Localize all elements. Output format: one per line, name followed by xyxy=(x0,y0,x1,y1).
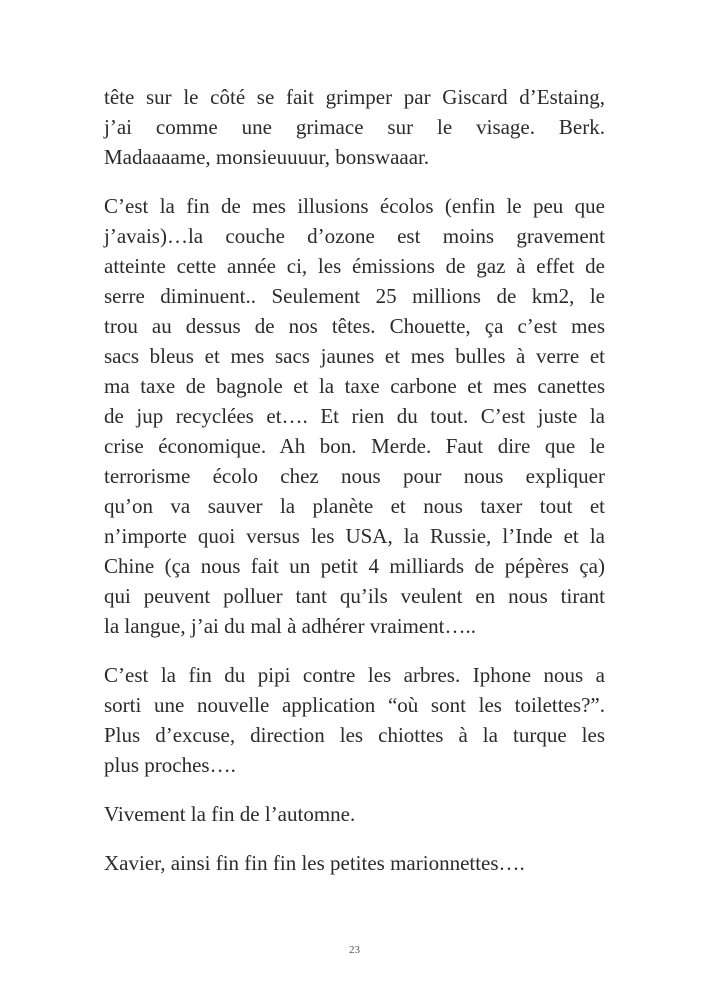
text-line: terrorisme écolo chez nous pour nous expliquer xyxy=(104,464,605,488)
text-line: la langue, j’ai du mal à adhérer vraiment….. xyxy=(104,614,477,638)
text-line: j’ai comme une grimace sur le visage. Berk. xyxy=(104,115,605,139)
text-line: qu’on va sauver la planète et nous taxer tout et xyxy=(104,494,605,518)
text-line: C’est la fin du pipi contre les arbres. Iphone nous a xyxy=(104,663,605,687)
text-line: trou au dessus de nos têtes. Chouette, ça c’est mes xyxy=(104,314,605,338)
text-line: C’est la fin de mes illusions écolos (enfin le peu que xyxy=(104,194,605,218)
text-line: sorti une nouvelle application “où sont les toilettes?”. xyxy=(104,693,605,717)
paragraph-1 xyxy=(104,82,605,172)
text-line: Chine (ça nous fait un petit 4 milliards de pépères ça) xyxy=(104,554,605,578)
text-line: Madaaaame, monsieuuuur, bonswaaar. xyxy=(104,145,430,169)
text-line: serre diminuent.. Seulement 25 millions de km2, le xyxy=(104,284,605,308)
page-number: 23 xyxy=(349,944,360,956)
text-line: tête sur le côté se fait grimper par Giscard d’Estaing, xyxy=(104,85,605,109)
text-line: sacs bleus et mes sacs jaunes et mes bulles à verre et xyxy=(104,344,605,368)
text-line: ma taxe de bagnole et la taxe carbone et mes canettes xyxy=(104,374,605,398)
text-line: j’avais)…la couche d’ozone est moins gravement xyxy=(104,224,605,248)
paragraph-2 xyxy=(104,191,605,641)
text-line: qui peuvent polluer tant qu’ils veulent en nous tirant xyxy=(104,584,605,608)
text-line: Xavier, ainsi fin fin fin les petites marionnettes…. xyxy=(104,851,525,875)
text-body xyxy=(104,82,605,878)
text-line: Vivement la fin de l’automne. xyxy=(104,802,356,826)
text-line: Plus d’excuse, direction les chiottes à la turque les xyxy=(104,723,605,747)
text-line: crise économique. Ah bon. Merde. Faut dire que le xyxy=(104,434,605,458)
paragraph-5 xyxy=(104,848,605,878)
paragraph-4 xyxy=(104,799,605,829)
text-line: n’importe quoi versus les USA, la Russie, l’Inde et la xyxy=(104,524,605,548)
paragraph-3 xyxy=(104,660,605,780)
text-line: atteinte cette année ci, les émissions de gaz à effet de xyxy=(104,254,605,278)
text-line: de jup recyclées et…. Et rien du tout. C’est juste la xyxy=(104,404,605,428)
text-line: plus proches…. xyxy=(104,753,236,777)
